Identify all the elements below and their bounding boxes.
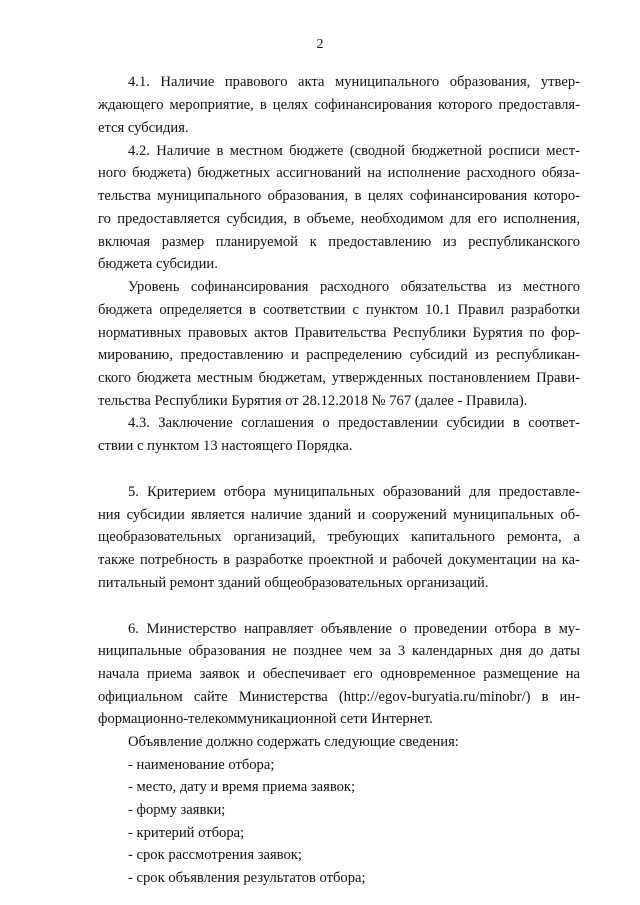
text-line: ется субсидия. [98,120,189,136]
text-line: формационно-телекоммуникационной сети Интернет. [98,711,433,727]
text-line: включая размер планируемой к предоставлению из республиканского [98,234,580,250]
text-line: 4.3. Заключение соглашения о предоставлении субсидии в соответ- [128,415,580,431]
text-line: щеобразовательных организаций, требующих капитального ремонта, а [98,529,580,545]
text-line: 5. Критерием отбора муниципальных образований для предоставле- [128,484,580,500]
text-line: официальном сайте Министерства (http://egov-buryatia.ru/minobr/) в ин- [98,689,580,705]
text-line: 6. Министерство направляет объявление о проведении отбора в му- [128,621,580,637]
text-line: ждающего мероприятие, в целях софинансирования которого предоставля- [98,97,580,113]
list-item: - наименование отбора; [128,757,275,773]
list-item: - форму заявки; [128,802,226,818]
text-line: ниципальные образования не позднее чем за 3 календарных дня до даты [98,643,580,659]
list-item: - срок объявления результатов отбора; [128,870,366,886]
text-line: ского бюджета местным бюджетам, утвержденных постановлением Прави- [98,370,580,386]
text-line: мированию, предоставлению и распределению субсидий из республикан- [98,347,580,363]
text-line: 4.2. Наличие в местном бюджете (сводной бюджетной росписи мест- [128,143,580,159]
text-line: 4.1. Наличие правового акта муниципального образования, утвер- [128,74,580,90]
text-line: также потребность в разработке проектной и рабочей документации на ка- [98,552,580,568]
list-item: - место, дату и время приема заявок; [128,779,356,795]
text-line: бюджета определяется в соответствии с пунктом 10.1 Правил разработки [98,302,580,318]
text-line: бюджета субсидии. [98,256,218,272]
text-line: начала приема заявок и обеспечивает его одновременное размещение на [98,666,580,682]
text-line: нормативных правовых актов Правительства Республики Бурятия по фор- [98,325,580,341]
text-line: Уровень софинансирования расходного обязательства из местного [128,279,580,295]
text-line: тельства муниципального образования, в целях софинансирования которо- [98,188,580,204]
text-line: ного бюджета) бюджетных ассигнований на исполнение расходного обяза- [98,165,580,181]
page-number: 2 [316,37,324,52]
text-line: питальный ремонт зданий общеобразовательных организаций. [98,575,489,591]
list-item: - срок рассмотрения заявок; [128,847,302,863]
text-line: тельства Республики Бурятия от 28.12.2018 № 767 (далее - Правила). [98,393,528,409]
text-line: ствии с пунктом 13 настоящего Порядка. [98,438,353,454]
text-line: ния субсидии является наличие зданий и сооружений муниципальных об- [98,507,580,523]
text-line: го предоставляется субсидия, в объеме, необходимом для его исполнения, [98,211,580,227]
text-line: Объявление должно содержать следующие сведения: [128,734,459,750]
list-item: - критерий отбора; [128,825,245,841]
